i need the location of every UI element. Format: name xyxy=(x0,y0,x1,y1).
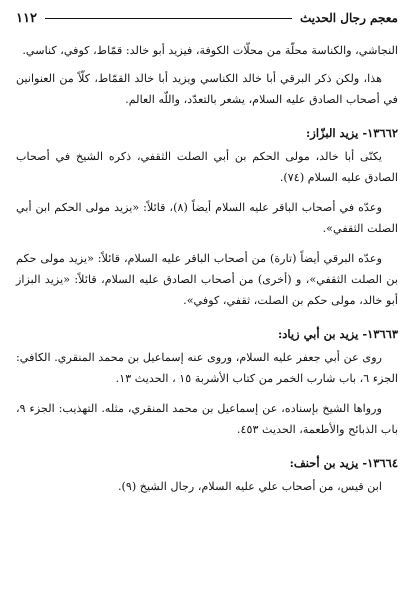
entry-paragraph: وعدّه في أصحاب الباقر عليه السلام أيضاً (٨)، قائلاً: «يزيد مولى الحكم ابن أبي الصلت الثقفي». xyxy=(16,201,398,235)
entry-paragraph: وعدّه البرقي أيضاً (تارة) من أصحاب الباقر عليه السلام، قائلاً: «يزيد مولى حكم بن الصلت الثقفي»، و (أخرى) من أصحاب الصادق عليه السلام، قائلاً: «يزيد البزاز أبو خالد، مولى حكم بن الصلت، ثقفي، كوفي». xyxy=(16,252,398,307)
header-rule xyxy=(45,18,292,19)
continuation-paragraph: النجاشي، والكناسة محلّة من محلّات الكوفة، فيزيد أبو خالد: قمّاط، كوفي، كناسي. xyxy=(22,44,398,57)
entry-paragraph: ورواها الشيخ بإسناده، عن إسماعيل بن محمد المنقري، مثله. التهذيب: الجزء ٩، باب الذبائح والأطعمة، الحديث ٤٥٣. xyxy=(16,402,398,436)
page-header xyxy=(16,8,398,28)
page-number: ١١٢ xyxy=(16,10,37,26)
entry-paragraph: ابن قيس، من أصحاب علي عليه السلام، رجال الشيخ (٩). xyxy=(117,480,382,493)
entry-heading-13663: ١٣٦٦٣- يزيد بن أبي زياد: xyxy=(277,327,398,341)
entry-paragraph: روى عن أبي جعفر عليه السلام، وروى عنه إسماعيل بن محمد المنقري. الكافي: الجزء ٦، باب شارب الخمر من كتاب الأشربة ١٥ ، الحديث ١٣. xyxy=(16,351,398,385)
note-paragraph: هذا، ولكن ذكر البرقي أبا خالد الكناسي ويزيد أبا خالد القمّاط، كلّاً من العنوانين في أصحاب الصادق عليه السلام، يشعر بالتعدّد، واللّه العالم. xyxy=(16,72,398,106)
entry-paragraph: يكنّى أبا خالد، مولى الحكم بن أبي الصلت الثقفي، ذكره الشيخ في أصحاب الصادق عليه السلام (٧٤). xyxy=(16,150,398,184)
book-title: معجم رجال الحديث xyxy=(299,11,398,25)
entry-heading-13664: ١٣٦٦٤- يزيد بن أحنف: xyxy=(289,456,398,470)
entry-heading-13662: ١٣٦٦٢- يزيد البزّاز: xyxy=(306,126,398,140)
